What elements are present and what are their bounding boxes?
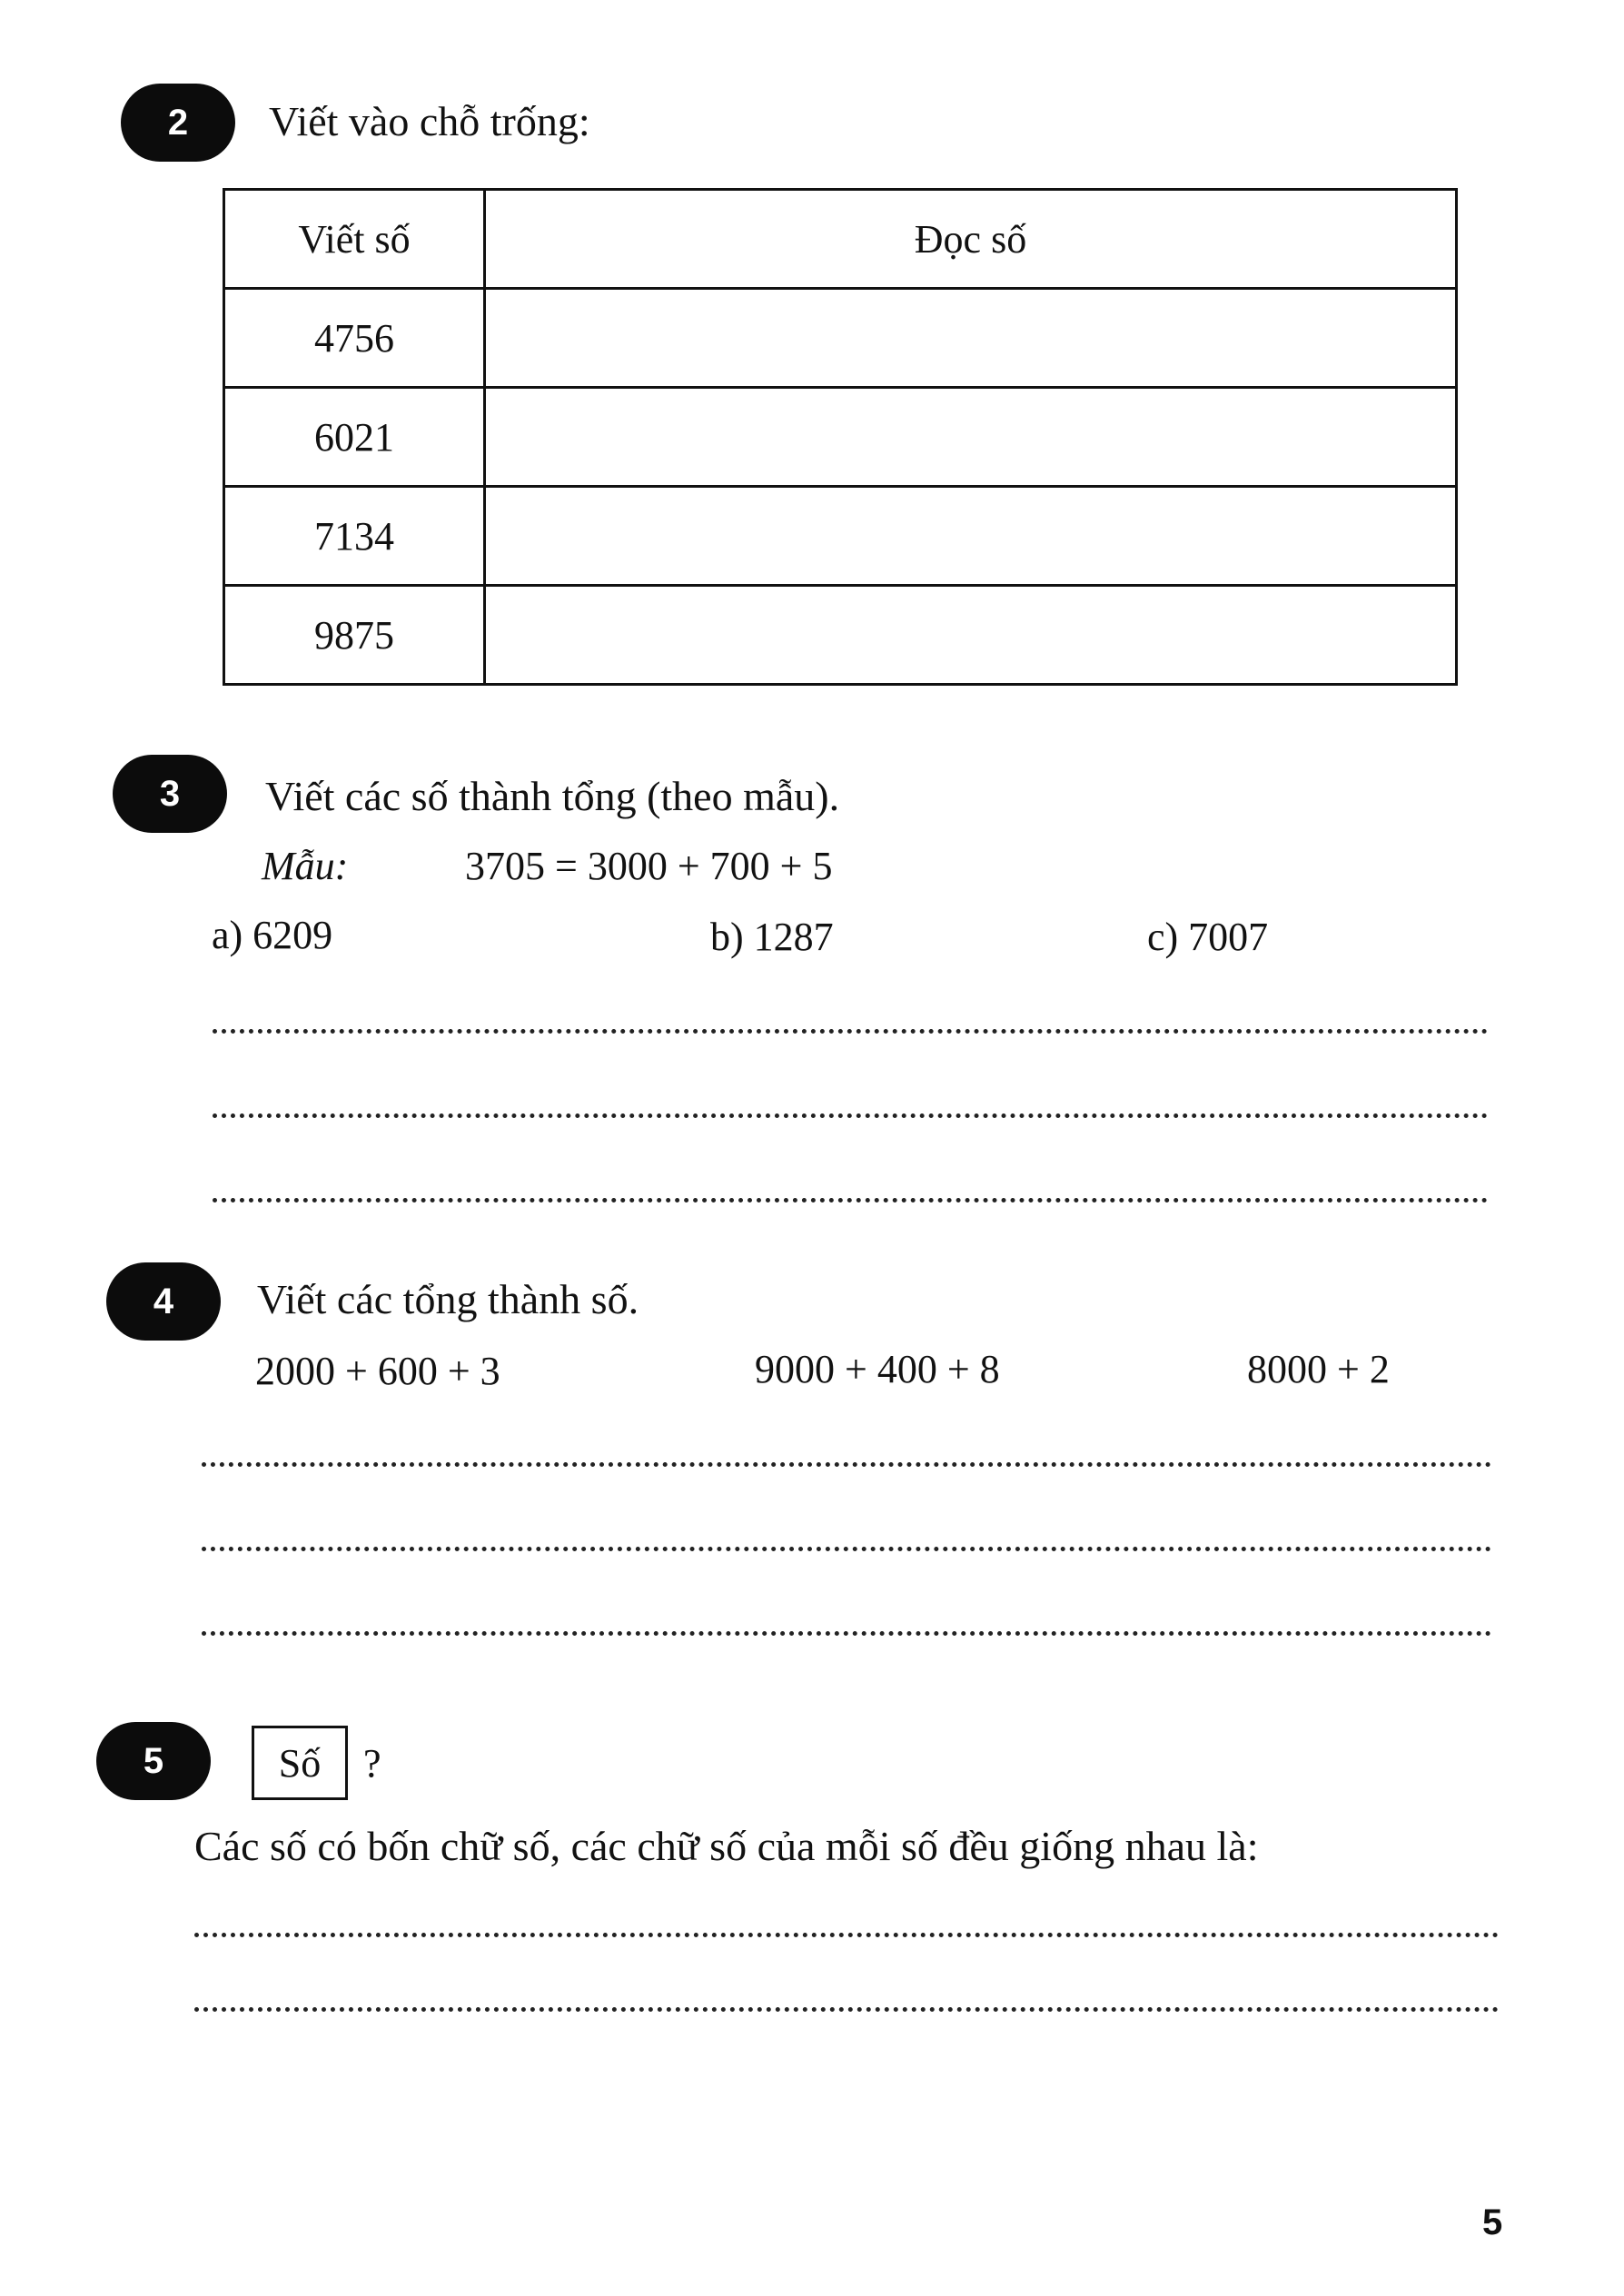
table-row: [224, 586, 1457, 685]
exercise-3-badge: 3: [113, 755, 227, 833]
answer-line[interactable]: [213, 1029, 1488, 1034]
answer-line[interactable]: [202, 1631, 1491, 1636]
exercise-4-item-2: 9000 + 400 + 8: [755, 1347, 1000, 1391]
number-cell: 6021: [224, 388, 485, 487]
table-row: [224, 388, 1457, 487]
table-row: [224, 487, 1457, 586]
exercise-3-item-b: b) 1287: [710, 915, 834, 959]
answer-cell[interactable]: [485, 289, 1457, 388]
exercise-4-item-1: 2000 + 600 + 3: [255, 1349, 500, 1393]
answer-line[interactable]: [194, 1933, 1499, 1937]
exercise-4-item-3: 8000 + 2: [1247, 1347, 1390, 1391]
answer-line[interactable]: [213, 1113, 1488, 1118]
page-number: 5: [1482, 2202, 1503, 2242]
exercise-3-item-a: a) 6209: [212, 913, 333, 957]
exercise-3-title: Viết các số thành tổng (theo mẫu).: [265, 773, 840, 819]
answer-cell[interactable]: [485, 487, 1457, 586]
exercise-4-badge: 4: [106, 1262, 221, 1341]
question-mark: ?: [363, 1741, 381, 1786]
exercise-3-item-c: c) 7007: [1147, 915, 1269, 959]
exercise-5-badge: 5: [96, 1722, 211, 1800]
answer-cell[interactable]: [485, 586, 1457, 685]
table-header-row: [224, 190, 1457, 289]
number-cell: 9875: [224, 586, 485, 685]
number-cell: 7134: [224, 487, 485, 586]
sample-expression: 3705 = 3000 + 700 + 5: [465, 844, 833, 888]
sample-label: Mẫu:: [262, 844, 349, 888]
number-box-label: Số: [252, 1726, 348, 1800]
answer-line[interactable]: [202, 1462, 1491, 1467]
header-read-number: Đọc số: [485, 190, 1457, 289]
exercise-2-badge: 2: [121, 84, 235, 162]
answer-line[interactable]: [213, 1198, 1488, 1202]
header-write-number: Viết số: [224, 190, 485, 289]
answer-line[interactable]: [202, 1547, 1491, 1551]
answer-cell[interactable]: [485, 388, 1457, 487]
exercise-5-text: Các số có bốn chữ số, các chữ số của mỗi số đều giống nhau là:: [194, 1823, 1259, 1869]
exercise-4-title: Viết các tổng thành số.: [257, 1276, 639, 1322]
table-row: [224, 289, 1457, 388]
answer-line[interactable]: [194, 2007, 1499, 2012]
number-cell: 4756: [224, 289, 485, 388]
exercise-2-title: Viết vào chỗ trống:: [269, 98, 590, 144]
number-table: [223, 188, 1458, 686]
